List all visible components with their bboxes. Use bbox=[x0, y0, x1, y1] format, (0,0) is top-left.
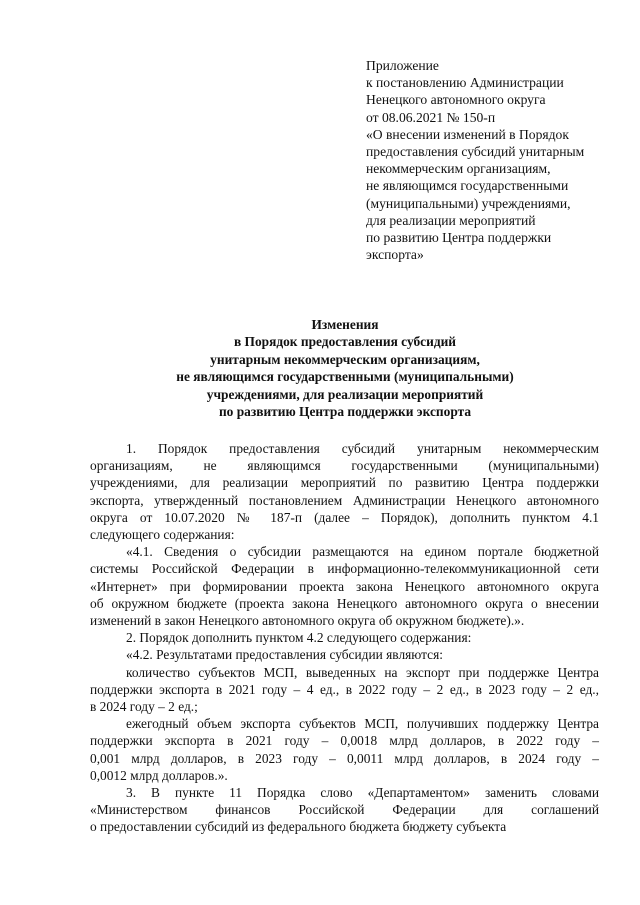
appendix-line: по развитию Центра поддержки bbox=[366, 230, 552, 246]
title-line: по развитию Центра поддержки экспорта bbox=[218, 404, 472, 420]
title-line: учреждениями, для реализации мероприятий bbox=[206, 386, 484, 402]
paragraph-line: учреждениями, для реализации мероприятий по развитию Центра поддержки bbox=[90, 475, 599, 491]
title-line: не являющимся государственными (муниципальными) bbox=[176, 369, 514, 385]
paragraph-line: экспорта, утвержденный постановлением Администрации Ненецкого автономного bbox=[90, 492, 599, 508]
appendix-line: Приложение bbox=[366, 58, 439, 73]
document-title bbox=[90, 316, 600, 420]
paragraph-line: 3. В пункте 11 Порядка слово «Департаментом» заменить словами bbox=[126, 785, 599, 801]
body-paragraph bbox=[90, 646, 599, 663]
appendix-line: к постановлению Администрации bbox=[366, 75, 564, 91]
body-paragraph bbox=[90, 664, 599, 716]
paragraph-line: системы Российской Федерации в информационно-телекоммуникационной сети bbox=[90, 561, 599, 577]
body-paragraph bbox=[90, 543, 599, 629]
appendix-line: от 08.06.2021 № 150-п bbox=[366, 109, 496, 125]
appendix-line: не являющимся государственными bbox=[366, 178, 569, 194]
appendix-block bbox=[366, 57, 636, 263]
paragraph-line: организациям, не являющимся государственными (муниципальными) bbox=[90, 458, 599, 474]
paragraph-line: об окружном бюджете (проекта закона Ненецкого автономного округа о внесении bbox=[90, 595, 599, 611]
paragraph-line: «Интернет» при формировании проекта закона Ненецкого автономного округа bbox=[90, 578, 599, 594]
paragraph-line: 0,001 млрд долларов, в 2023 году – 0,0011 млрд долларов, в 2024 году – bbox=[90, 750, 599, 766]
appendix-line: экспорта» bbox=[366, 247, 424, 263]
paragraph-line: в 2024 году – 2 ед.; bbox=[90, 699, 198, 715]
body-paragraph bbox=[90, 629, 599, 646]
appendix-line: (муниципальными) учреждениями, bbox=[366, 195, 571, 211]
paragraph-line: округа от 10.07.2020 № 187-п (далее – Порядок), дополнить пунктом 4.1 bbox=[90, 509, 599, 525]
paragraph-line: «4.1. Сведения о субсидии размещаются на едином портале бюджетной bbox=[126, 544, 599, 560]
title-line: Изменения bbox=[311, 317, 379, 332]
paragraph-line: 0,0012 млрд долларов.». bbox=[90, 767, 228, 783]
document-body bbox=[90, 440, 599, 836]
paragraph-line: «Министерством финансов Российской Федерации для соглашений bbox=[90, 802, 599, 818]
paragraph-line: поддержки экспорта в 2021 году – 4 ед., в 2022 году – 2 ед., в 2023 году – 2 ед., bbox=[90, 681, 599, 697]
appendix-line: предоставления субсидий унитарным bbox=[366, 144, 585, 160]
paragraph-line: 1. Порядок предоставления субсидий унитарным некоммерческим bbox=[126, 441, 599, 456]
paragraph-line: о предоставлении субсидий из федерального бюджета бюджету субъекта bbox=[90, 819, 507, 835]
paragraph-line: ежегодный объем экспорта субъектов МСП, получивших поддержку Центра bbox=[126, 716, 599, 732]
body-paragraph bbox=[90, 440, 599, 543]
paragraph-line: количество субъектов МСП, выведенных на экспорт при поддержке Центра bbox=[126, 664, 599, 680]
appendix-line: для реализации мероприятий bbox=[366, 212, 536, 228]
paragraph-line: изменений в закон Ненецкого автономного округа об окружном бюджете).». bbox=[90, 613, 525, 629]
appendix-line: «О внесении изменений в Порядок bbox=[366, 126, 569, 142]
appendix-line: некоммерческим организациям, bbox=[366, 161, 551, 177]
body-paragraph bbox=[90, 784, 599, 836]
paragraph-line: поддержки экспорта в 2021 году – 0,0018 млрд долларов, в 2022 году – bbox=[90, 733, 599, 749]
paragraph-line: 2. Порядок дополнить пунктом 4.2 следующего содержания: bbox=[126, 630, 472, 646]
body-paragraph bbox=[90, 715, 599, 784]
appendix-line: Ненецкого автономного округа bbox=[366, 92, 546, 108]
title-line: в Порядок предоставления субсидий bbox=[233, 334, 457, 350]
paragraph-line: следующего содержания: bbox=[90, 527, 235, 543]
paragraph-line: «4.2. Результатами предоставления субсидии являются: bbox=[126, 647, 443, 663]
title-line: унитарным некоммерческим организациям, bbox=[210, 351, 480, 367]
